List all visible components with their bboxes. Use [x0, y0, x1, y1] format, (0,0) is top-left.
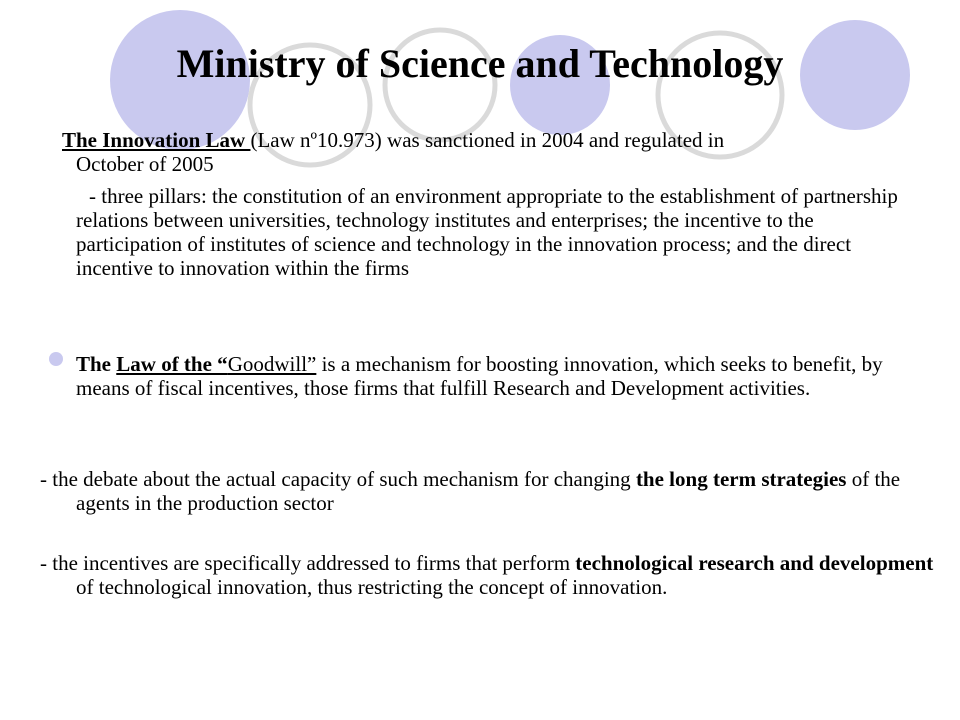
debate-post: of the agents in the production sector [76, 467, 901, 515]
goodwill-the: The [76, 352, 117, 376]
bullet-icon [49, 352, 63, 366]
slide-title: Ministry of Science and Technology [176, 41, 784, 86]
incentives-bold: technological research and development [575, 551, 934, 575]
goodwill-law-of-the: Law of the “ [116, 352, 228, 376]
goodwill-law-paragraph [76, 352, 896, 400]
three-pillars-paragraph: - three pillars: the constitution of an environment appropriate to the establishment of partnership relations between universities, technology institutes and enterprises; the incentive to the participation of institutes of science and technology in the innovation process; and the direct incentive to innovation within the firms [76, 184, 898, 280]
innovation-law-label: The Innovation Law [62, 128, 251, 152]
innovation-law-paragraph-cont: October of 2005 [76, 152, 214, 176]
innovation-law-text: (Law nº10.973) was sanctioned in 2004 and regulated in [250, 128, 725, 152]
debate-bold: the long term strategies [635, 467, 847, 491]
incentives-post: of technological innovation, thus restricting the concept of innovation. [76, 575, 668, 599]
goodwill-text: is a mechanism for boosting innovation, which seeks to benefit, by means of fiscal incentives, those firms that fulfill Research and Development activities. [76, 352, 883, 400]
innovation-law-paragraph [62, 128, 912, 152]
incentives-pre: - the incentives are specifically addressed to firms that perform [40, 551, 576, 575]
incentives-paragraph [40, 551, 936, 599]
debate-paragraph [40, 467, 936, 515]
debate-pre: - the debate about the actual capacity of such mechanism for changing [40, 467, 636, 491]
goodwill-label: Goodwill” [227, 352, 317, 376]
